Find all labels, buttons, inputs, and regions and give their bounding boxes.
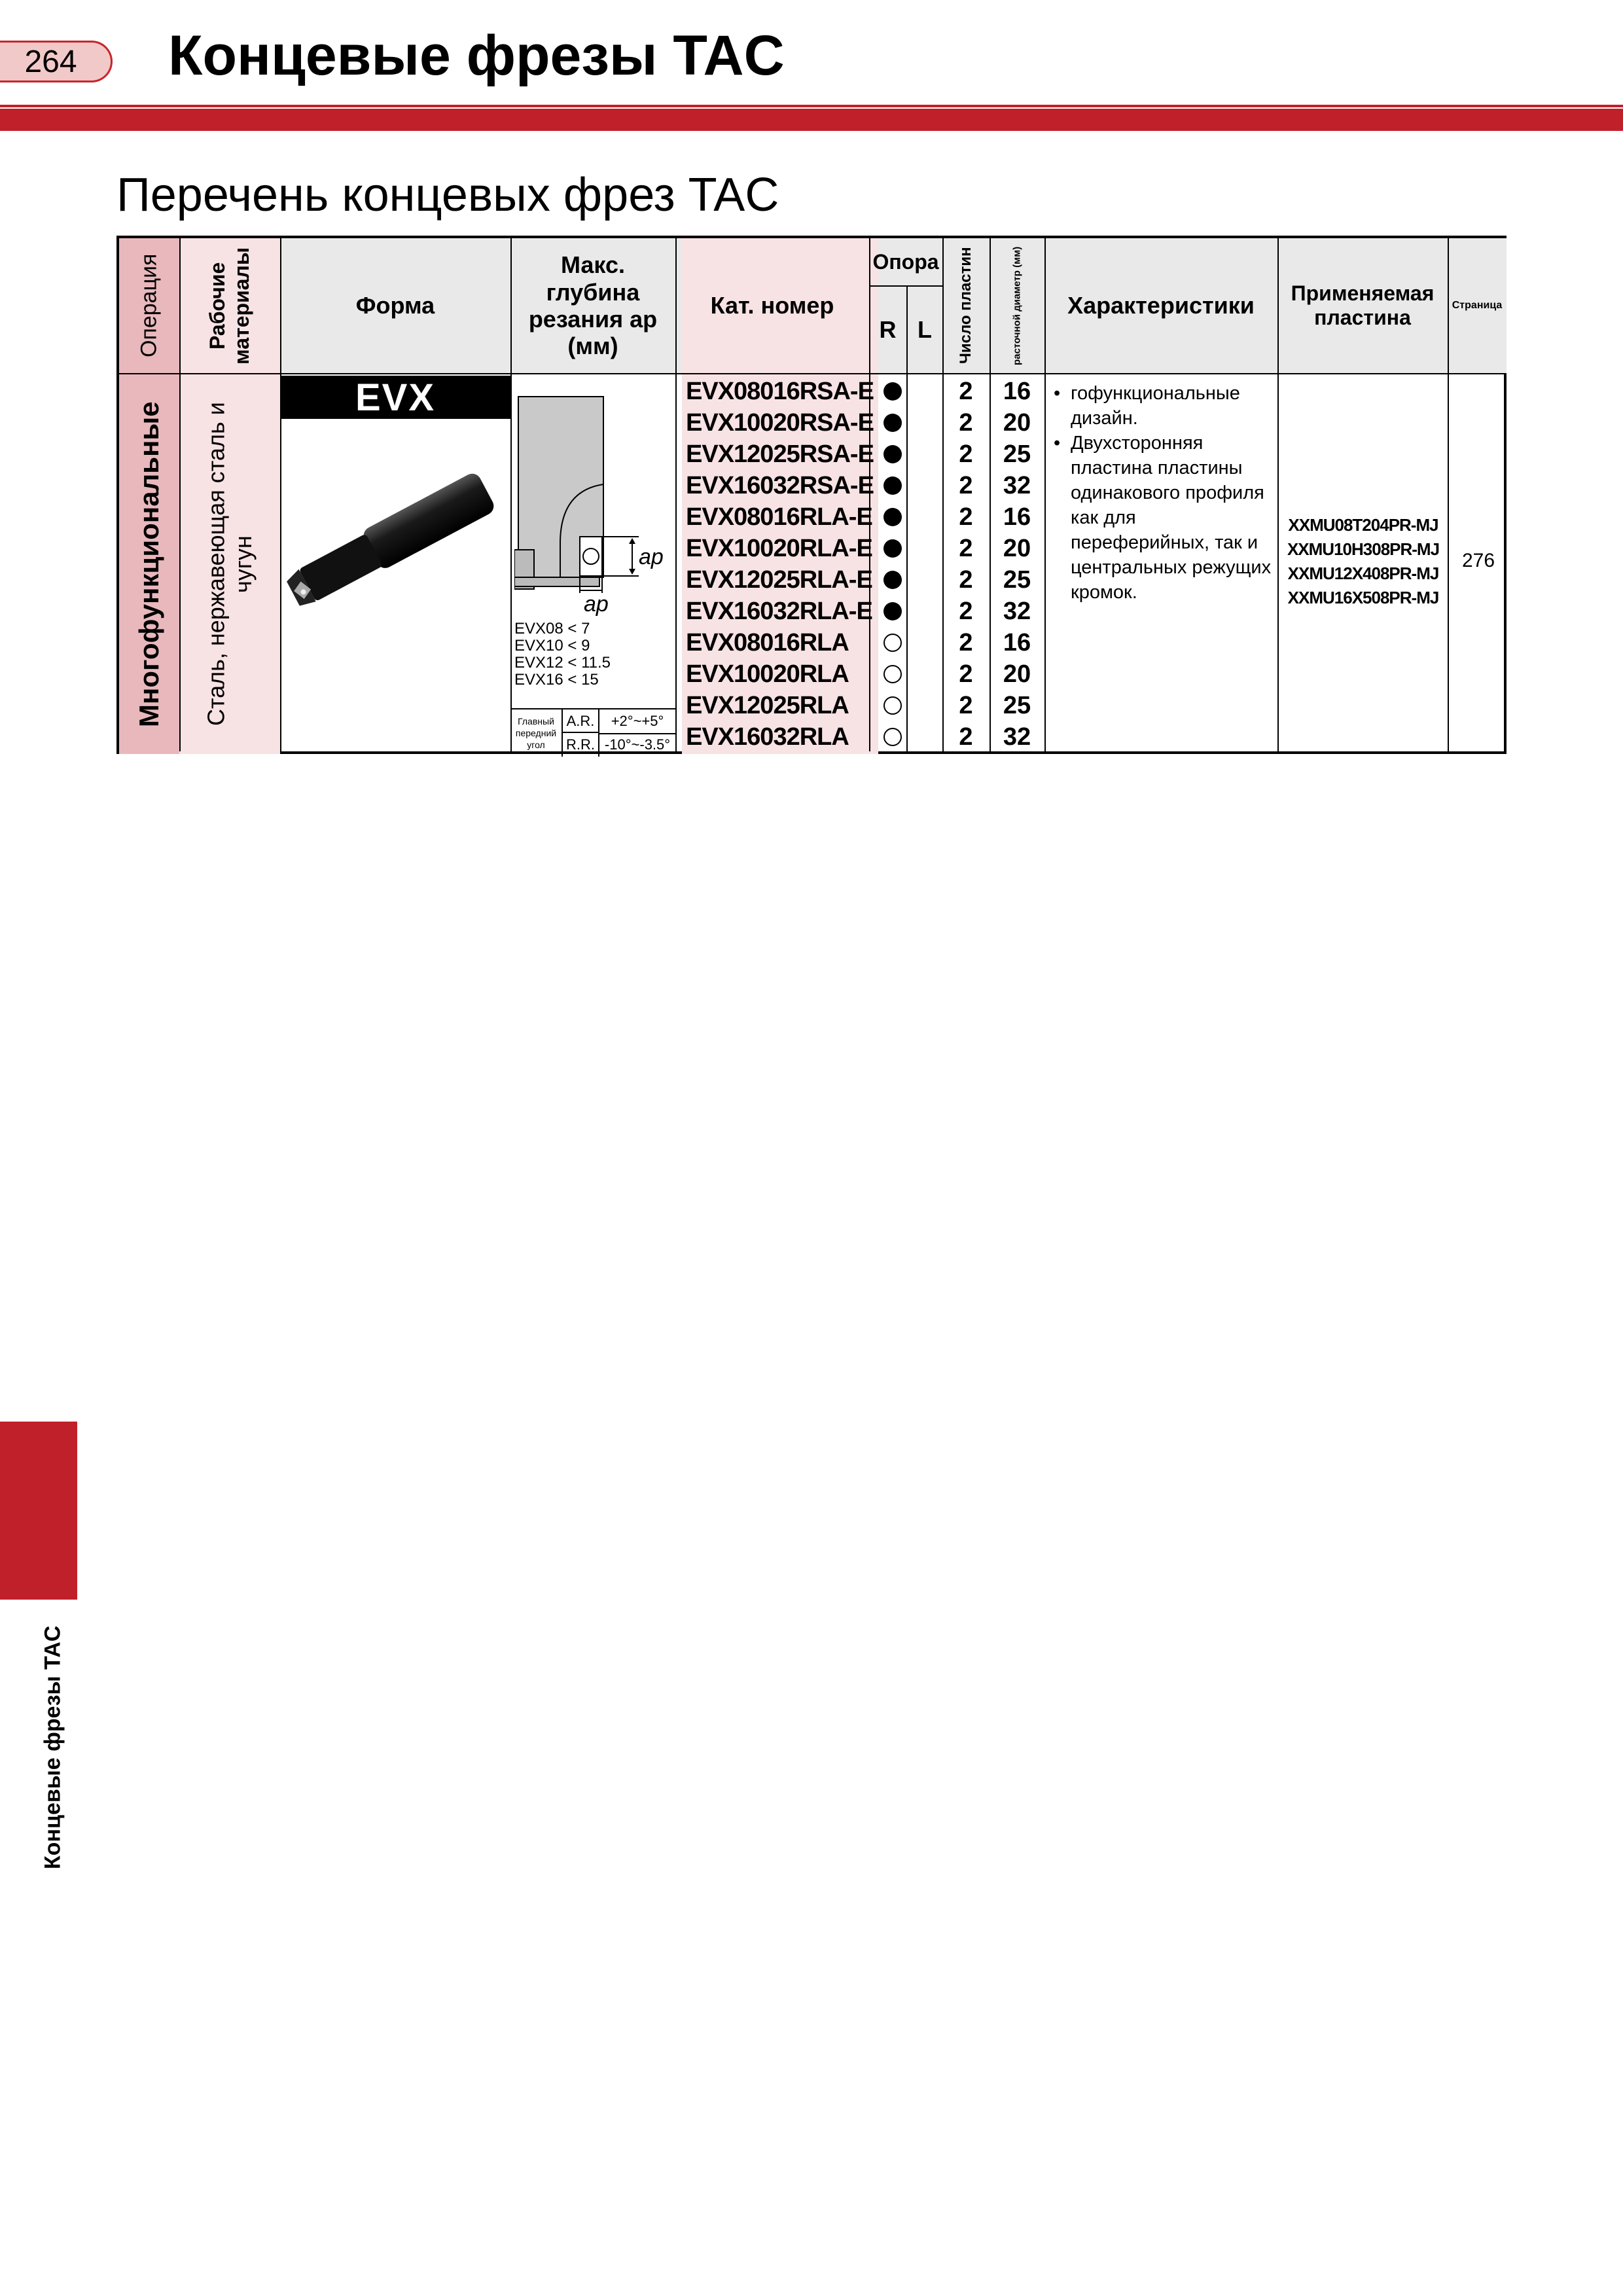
- header-support-l: L: [918, 316, 932, 344]
- support-r-indicator: [883, 508, 902, 526]
- inserts-count: 2: [959, 440, 973, 468]
- header-applicable-insert: Применяемая пластина: [1291, 281, 1435, 329]
- catalog-number: EVX08016RLA: [686, 629, 849, 656]
- header-features: Характеристики: [1067, 292, 1255, 319]
- inserts-count: 2: [959, 566, 973, 594]
- bore-diameter: 25: [1003, 440, 1031, 468]
- catalog-number: EVX10020RSA-E: [686, 409, 874, 437]
- inserts-count: 2: [959, 692, 973, 719]
- catalog-number: EVX08016RSA-E: [686, 378, 874, 405]
- table-row: [119, 376, 1507, 407]
- ar-key: A.R.: [563, 709, 599, 733]
- bore-diameter: 20: [1003, 535, 1031, 562]
- inserts-count: 2: [959, 723, 973, 751]
- bore-diameter: 20: [1003, 660, 1031, 688]
- section-title: Перечень концевых фрез TAC: [116, 169, 779, 221]
- header-operation: Операция: [136, 253, 162, 358]
- bore-diameter: 16: [1003, 378, 1031, 405]
- materials-value: Сталь, нержавеющая сталь и чугун: [202, 402, 257, 726]
- support-r-indicator: [883, 634, 902, 652]
- ap-label-horizontal: ap: [584, 592, 609, 617]
- page-title: Концевые фрезы TAC: [168, 24, 785, 87]
- rr-key: R.R.: [563, 733, 599, 757]
- insert-code: XXMU16X508PR-MJ: [1287, 588, 1439, 607]
- page-number: 264: [24, 44, 77, 79]
- depth-limit: EVX10 < 9: [514, 637, 590, 655]
- header-divider: [0, 109, 1623, 131]
- header-max-depth: Макс. глубина резания ap (мм): [528, 251, 658, 360]
- bore-diameter: 20: [1003, 409, 1031, 437]
- insert-code: XXMU12X408PR-MJ: [1287, 564, 1439, 583]
- catalog-number: EVX10020RLA: [686, 660, 849, 688]
- table-row: [119, 627, 1507, 658]
- page-reference: 276: [1461, 550, 1495, 571]
- table-row: [119, 439, 1507, 470]
- header-bottom-line: [119, 373, 1507, 374]
- support-r-indicator: [883, 665, 902, 683]
- bore-diameter: 32: [1003, 472, 1031, 499]
- side-section-tab: [0, 1422, 77, 1600]
- insert-code: XXMU08T204PR-MJ: [1288, 515, 1438, 535]
- feature-item: • гофункциональные дизайн.: [1054, 381, 1276, 431]
- catalog-number: EVX16032RLA-E: [686, 598, 872, 625]
- bore-diameter: 32: [1003, 723, 1031, 751]
- inserts-count: 2: [959, 660, 973, 688]
- insert-code: XXMU10H308PR-MJ: [1287, 539, 1440, 559]
- header-cat-no: Кат. номер: [710, 292, 834, 319]
- inserts-count: 2: [959, 472, 973, 499]
- operation-value: Многофункциональные: [133, 401, 164, 727]
- feature-item: • Двухсторонняя пластина пластины одинакового профиля как для переферийных, так и центральных режущих кромок.: [1054, 431, 1276, 605]
- header-support-r: R: [879, 316, 897, 344]
- depth-limit: EVX16 < 15: [514, 671, 599, 689]
- catalog-number: EVX12025RSA-E: [686, 440, 874, 468]
- inserts-count: 2: [959, 535, 973, 562]
- header-divider-thin: [0, 105, 1623, 107]
- table-row: [119, 470, 1507, 501]
- end-mill-table: [116, 236, 1507, 754]
- rr-value: -10°~-3.5°: [604, 736, 671, 753]
- bore-diameter: 25: [1003, 692, 1031, 719]
- inserts-count: 2: [959, 598, 973, 625]
- evx-series-logo: EVX: [280, 376, 510, 419]
- bore-diameter: 16: [1003, 629, 1031, 656]
- support-r-indicator: [883, 602, 902, 620]
- ap-label-vertical: ap: [639, 545, 664, 569]
- support-r-indicator: [883, 571, 902, 589]
- header-page: Страница: [1452, 299, 1503, 311]
- support-r-indicator: [883, 539, 902, 558]
- table-row: [119, 658, 1507, 690]
- table-row: [119, 721, 1507, 753]
- applicable-inserts-list: [1277, 513, 1449, 610]
- support-r-indicator: [883, 696, 902, 715]
- bore-diameter: 32: [1003, 598, 1031, 625]
- features-list: [1054, 381, 1276, 605]
- catalog-number: EVX12025RLA: [686, 692, 849, 719]
- depth-limit: EVX12 < 11.5: [514, 654, 611, 672]
- header-support: Опора: [872, 249, 939, 274]
- header-bore-diameter: расточной диаметр (мм): [1011, 246, 1023, 365]
- inserts-count: 2: [959, 629, 973, 656]
- rake-angle-label: Главный передний угол: [510, 709, 563, 757]
- page-number-badge: [0, 41, 113, 82]
- support-r-indicator: [883, 445, 902, 463]
- inserts-count: 2: [959, 503, 973, 531]
- ar-value: +2°~+5°: [599, 709, 675, 734]
- support-r-indicator: [883, 476, 902, 495]
- inserts-count: 2: [959, 409, 973, 437]
- side-section-label: Концевые фрезы TAC: [40, 1625, 65, 1870]
- catalog-number: EVX12025RLA-E: [686, 566, 872, 594]
- catalog-number: EVX10020RLA-E: [686, 535, 872, 562]
- catalog-number: EVX16032RSA-E: [686, 472, 874, 499]
- table-row: [119, 690, 1507, 721]
- depth-limit: EVX08 < 7: [514, 620, 590, 637]
- header-shape: Форма: [355, 292, 435, 319]
- header-materials: Рабочие материалы: [205, 247, 253, 365]
- support-r-indicator: [883, 728, 902, 746]
- catalog-number: EVX08016RLA-E: [686, 503, 872, 531]
- bore-diameter: 25: [1003, 566, 1031, 594]
- header-inserts-count: Число пластин: [957, 247, 975, 365]
- support-r-indicator: [883, 414, 902, 432]
- inserts-count: 2: [959, 378, 973, 405]
- table-row: [119, 407, 1507, 439]
- support-r-indicator: [883, 382, 902, 401]
- catalog-number: EVX16032RLA: [686, 723, 849, 751]
- bore-diameter: 16: [1003, 503, 1031, 531]
